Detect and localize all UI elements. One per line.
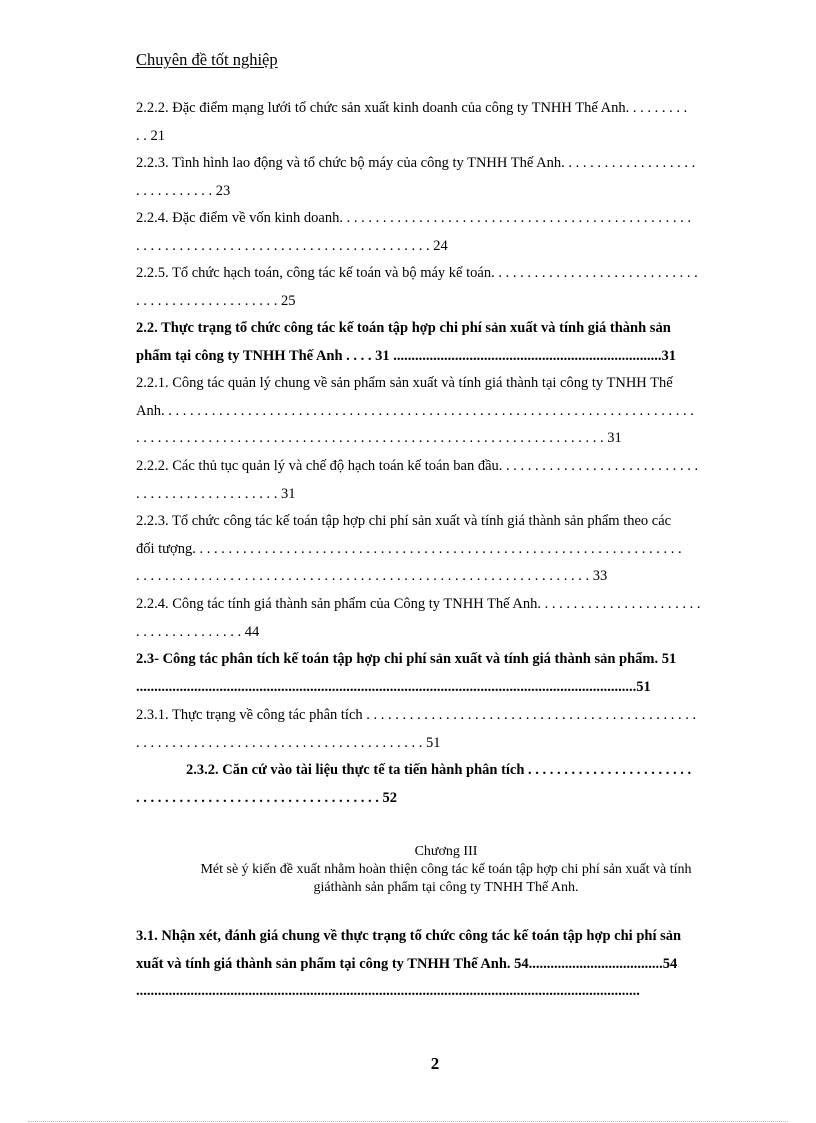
chapter-heading [136,843,756,897]
chapter-title-line1: Mét sè ý kiến đề xuất nhằm hoàn thiện công tác kế toán tập hợp chi phí sản xuất và tính [200,862,692,877]
toc-entry-2-2-5: 2.2.5. Tổ chức hạch toán, công tác kế toán và bộ máy kế toán. . . . . . . . . . . . . . . . . . . . . . . . . . . . . . . . . . . . . . . . . . . . . . . . . 25 [136,265,698,309]
toc-entry-2-2-2: 2.2.2. Đặc điểm mạng lưới tổ chức sản xuất kinh doanh của công ty TNHH Thế Anh. . . . . . . . . . . 21 [136,100,688,144]
toc-section-2-3: 2.3- Công tác phân tích kế toán tập hợp chi phí sản xuất và tính giá thành sản phẩm. 51 ..........................................................................................................................................51 [136,651,677,695]
toc-entry-2-2-3b: 2.2.3. Tổ chức công tác kế toán tập hợp chi phí sản xuất và tính giá thành sản phẩm theo các đối tượng. . . . . . . . . . . . . . . . . . . . . . . . . . . . . . . . . . . . . . . . . . . . . . . . . . . . . . . . . . . . . . . . . . . . . . . . . . . . . . . . . . . . . . . . . . . . . . . . . . . . . . . . . . . . . . . . . . . . . . . . . . . . . . . . . . . 33 [136,513,682,584]
chapter-title-line2: giáthành sản phẩm tại công ty TNHH Thế Anh. [313,880,579,895]
toc-section-3-1: 3.1. Nhận xét, đánh giá chung về thực trạng tổ chức công tác kế toán tập hợp chi phí sản xuất và tính giá thành sản phẩm tại công ty TNHH Thế Anh. 54.....................................54 ........................................................................................................................................... [136,928,682,999]
toc-entry-2-2-2b: 2.2.2. Các thủ tục quản lý và chế độ hạch toán kế toán ban đầu. . . . . . . . . . . . . . . . . . . . . . . . . . . . . . . . . . . . . . . . . . . . . . . . 31 [136,458,699,502]
page-header: Chuyên đề tốt nghiệp [136,50,278,69]
page-number: 2 [430,1054,440,1073]
toc-entry-2-2-4: 2.2.4. Đặc điểm về vốn kinh doanh. . . . . . . . . . . . . . . . . . . . . . . . . . . . . . . . . . . . . . . . . . . . . . . . . . . . . . . . . . . . . . . . . . . . . . . . . . . . . . . . . . . . . . . . . . 24 [136,210,691,254]
toc-entry-2-2-3: 2.2.3. Tình hình lao động và tổ chức bộ máy của công ty TNHH Thế Anh. . . . . . . . . . . . . . . . . . . . . . . . . . . . . . 23 [136,155,696,199]
toc-entry-2-2-1: 2.2.1. Công tác quản lý chung về sản phẩm sản xuất và tính giá thành tại công ty TNHH Thế Anh. . . . . . . . . . . . . . . . . . . . . . . . . . . . . . . . . . . . . . . . . . . . . . . . . . . . . . . . . . . . . . . . . . . . . . . . . . . . . . . . . . . . . . . . . . . . . . . . . . . . . . . . . . . . . . . . . . . . . . . . . . . . . . . . . . . . . . . . . . . 31 [136,375,694,446]
toc-section-2-2: 2.2. Thực trạng tổ chức công tác kế toán tập hợp chi phí sản xuất và tính giá thành sản phẩm tại công ty TNHH Thế Anh . . . . 31 ..........................................................................31 [136,320,677,364]
toc-entry-2-3-1: 2.3.1. Thực trạng về công tác phân tích . . . . . . . . . . . . . . . . . . . . . . . . . . . . . . . . . . . . . . . . . . . . . . . . . . . . . . . . . . . . . . . . . . . . . . . . . . . . . . . . . . . . . . 51 [136,707,697,751]
chapter-label: Chương III [414,844,478,859]
toc-entry-2-3-2: 2.3.2. Căn cứ vào tài liệu thực tế ta tiến hành phân tích . . . . . . . . . . . . . . . . . . . . . . . . . . . . . . . . . . . . . . . . . . . . . . . . . . . . . . . . . 52 [136,762,692,806]
page-bottom-divider [28,1121,788,1122]
toc-entry-2-2-4b: 2.2.4. Công tác tính giá thành sản phẩm của Công ty TNHH Thế Anh. . . . . . . . . . . . . . . . . . . . . . . . . . . . . . . . . . . . . . 44 [136,596,701,640]
